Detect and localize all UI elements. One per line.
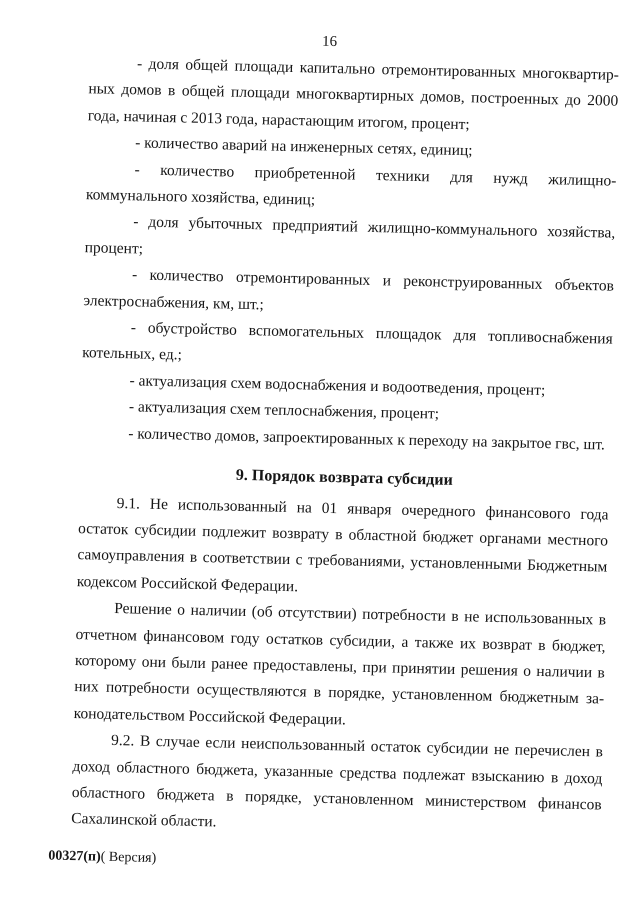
list-item: - актуализация схем теплоснабжения, процент;	[128, 398, 440, 423]
section-heading: 9. Порядок возврата субсидии	[235, 466, 454, 489]
footer-code: 00327(п)	[48, 848, 101, 865]
paragraph: Решение о наличии (об отсутствии) потребности в не использованных в отчетном финансовом году остатков субсидии, а также их возврат в бюджет, которому они были ранее предоставлены, при принятии решения о наличии в них потребности осуществляются в порядке, установленном бюджетным законодательством Российской Федерации.	[73, 600, 607, 729]
footer-label: ( Версия)	[100, 849, 157, 867]
paragraph: 9.2. В случае если неиспользованный остаток субсидии не перечислен в доход областного бюджета, указанные средства подлежат взысканию в доход областного бюджета в порядке, установленном министерством финансов Сахалинской области.	[71, 732, 604, 831]
list-item: - количество отремонтированных и реконструированных объектов электроснабжения, км, шт.;	[83, 266, 615, 314]
list-item: - доля убыточных предприятий жилищно-коммунального хозяйства, процент;	[84, 213, 616, 258]
list-item: - обустройство вспомогательных площадок для топливоснабжения котельных, ед.;	[82, 319, 613, 364]
paragraph: 9.1. Не использованный на 01 января очередного финансового года остаток субсидии подлежит возврату в областной бюджет органами местного самоуправления в соответствии с требованиями, установленными Бюджетным кодексом Российской Федерации.	[76, 494, 609, 596]
list-item: - количество аварий на инженерных сетях, единиц;	[134, 134, 473, 160]
footer-version	[48, 848, 156, 867]
page-number: 16	[321, 33, 338, 51]
list-item: - доля общей площади капитально отремонтированных многоквартирных домов в общей площади многоквартирных домов, построенных до 2000 года, начиная с 2013 года, нарастающим итогом, процент;	[87, 55, 620, 134]
list-item: - актуализация схем водоснабжения и водоотведения, процент;	[129, 372, 546, 399]
document-body	[71, 50, 619, 845]
list-item: - количество домов, запроектированных к переходу на закрытое гвс, шт.	[128, 424, 606, 454]
list-item: - количество приобретенной техники для нужд жилищно-коммунального хозяйства, единиц;	[85, 160, 617, 209]
